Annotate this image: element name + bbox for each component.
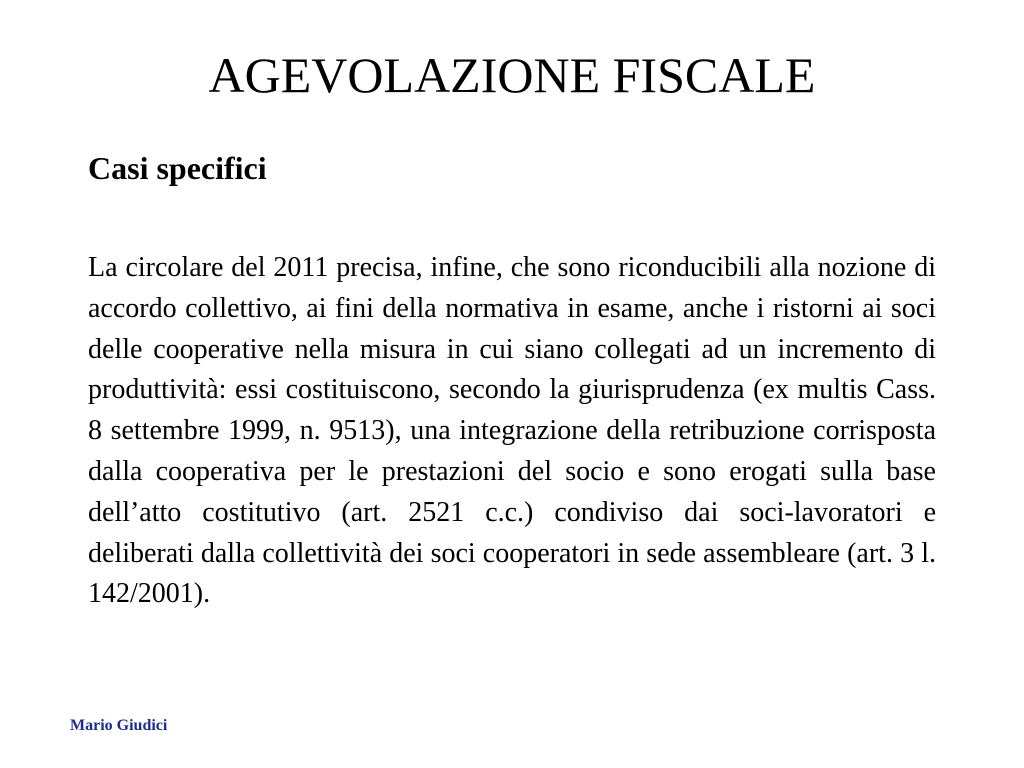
slide-title: AGEVOLAZIONE FISCALE: [208, 47, 816, 103]
author-footer: Mario Giudici: [70, 717, 168, 734]
body-paragraph: La circolare del 2011 precisa, infine, che sono riconducibili alla nozione di accordo collettivo, ai fini della normativa in esame, anche i ristorni ai soci delle cooperative nella misura in cui siano collegati ad un incremento di produttività: essi costituiscono, secondo la giurisprudenza (ex multis Cass. 8 settembre 1999, n. 9513), una integrazione della retribuzione corrisposta dalla cooperativa per le prestazioni del socio e sono erogati sulla base dell’atto costitutivo (art. 2521 c.c.) condiviso dai soci-lavoratori e deliberati dalla collettività dei soci cooperatori in sede assembleare (art. 3 l. 142/2001).: [88, 252, 936, 610]
slide-subtitle: Casi specifici: [88, 150, 267, 186]
